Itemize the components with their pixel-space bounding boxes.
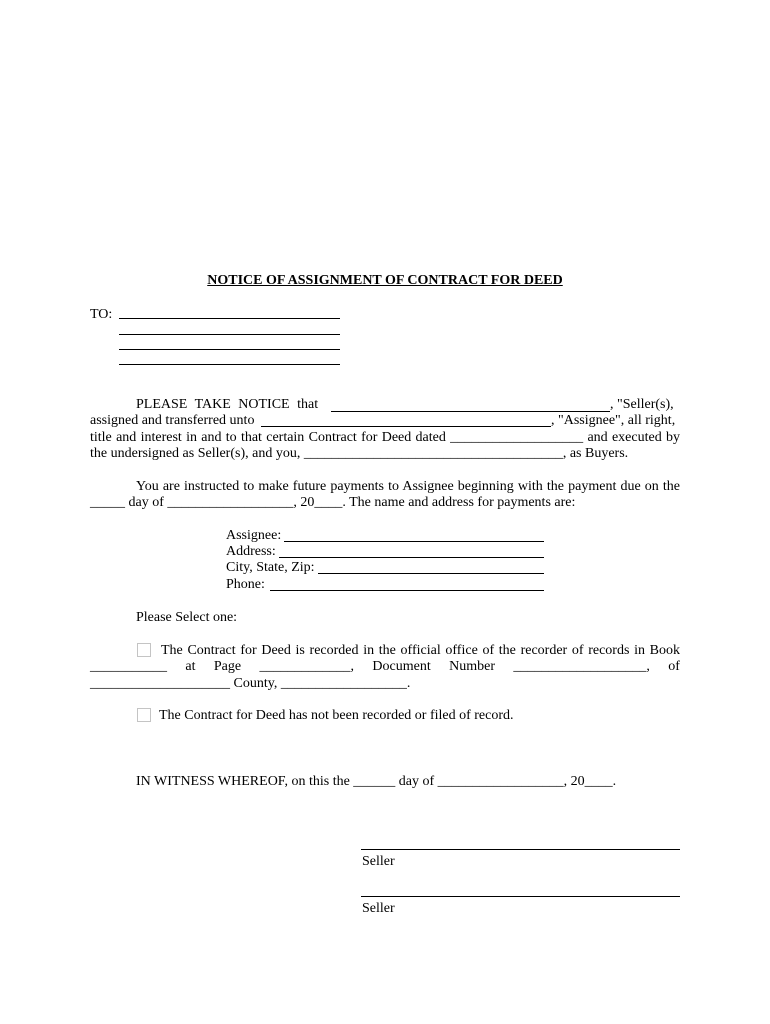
seller-label: , "Seller(s),: [610, 397, 674, 412]
select-label: Please Select one:: [136, 610, 238, 625]
book-page-document-line: [90, 659, 680, 675]
phone-field[interactable]: [270, 590, 544, 591]
assignee-name-line[interactable]: [261, 426, 551, 427]
of-word: of: [668, 659, 680, 674]
not-recorded-checkbox[interactable]: [137, 708, 151, 722]
to-label: TO:: [90, 307, 113, 322]
seller-signature-label-2: Seller: [362, 901, 395, 916]
city-field-label: City, State, Zip:: [226, 560, 315, 575]
document-number-blank[interactable]: ___________________,: [513, 659, 650, 674]
phone-field-label: Phone:: [226, 577, 265, 592]
address-field-label: Address:: [226, 544, 276, 559]
city-field[interactable]: [318, 573, 544, 574]
number-word: Number: [449, 659, 495, 674]
witness-text: IN WITNESS WHEREOF, on this the ______ day of __________________, 20____.: [136, 774, 617, 789]
contract-date-text: title and interest in and to that certain Contract for Deed dated ___________________ and executed by: [90, 430, 680, 445]
at-word: at: [185, 659, 196, 674]
payment-instruction: You are instructed to make future payments to Assignee beginning with the payment due on the: [136, 479, 680, 494]
page-word: Page: [213, 659, 242, 674]
assigned-text: assigned and transferred unto: [90, 413, 255, 428]
seller-signature-line-2[interactable]: [361, 896, 680, 897]
recorded-checkbox[interactable]: [137, 643, 151, 657]
option-not-recorded-text: The Contract for Deed has not been recorded or filed of record.: [159, 708, 514, 723]
seller-signature-label-1: Seller: [362, 854, 395, 869]
seller-signature-line-1[interactable]: [361, 849, 680, 850]
document-title: NOTICE OF ASSIGNMENT OF CONTRACT FOR DEED: [207, 273, 563, 288]
assignee-field[interactable]: [284, 541, 544, 542]
to-line-4[interactable]: [119, 364, 340, 365]
page-blank[interactable]: _____________,: [259, 659, 354, 674]
seller-name-line[interactable]: [331, 411, 610, 412]
buyers-text: the undersigned as Seller(s), and you, _____________________________________, as Buyers.: [90, 446, 629, 461]
payment-due-date: _____ day of __________________, 20____. The name and address for payments are:: [90, 495, 576, 510]
county-line: ____________________ County, __________________.: [90, 676, 411, 691]
assignee-field-label: Assignee:: [226, 528, 282, 543]
book-blank[interactable]: ___________: [90, 659, 167, 674]
assignee-label: , "Assignee", all right,: [551, 413, 676, 428]
document-word: Document: [372, 659, 431, 674]
notice-text-start: PLEASE TAKE NOTICE that: [136, 397, 319, 412]
option-recorded-text: The Contract for Deed is recorded in the official office of the recorder of records in Book: [161, 643, 680, 658]
to-line-1[interactable]: [119, 318, 340, 319]
to-line-2[interactable]: [119, 334, 340, 335]
address-field[interactable]: [279, 557, 544, 558]
to-line-3[interactable]: [119, 349, 340, 350]
